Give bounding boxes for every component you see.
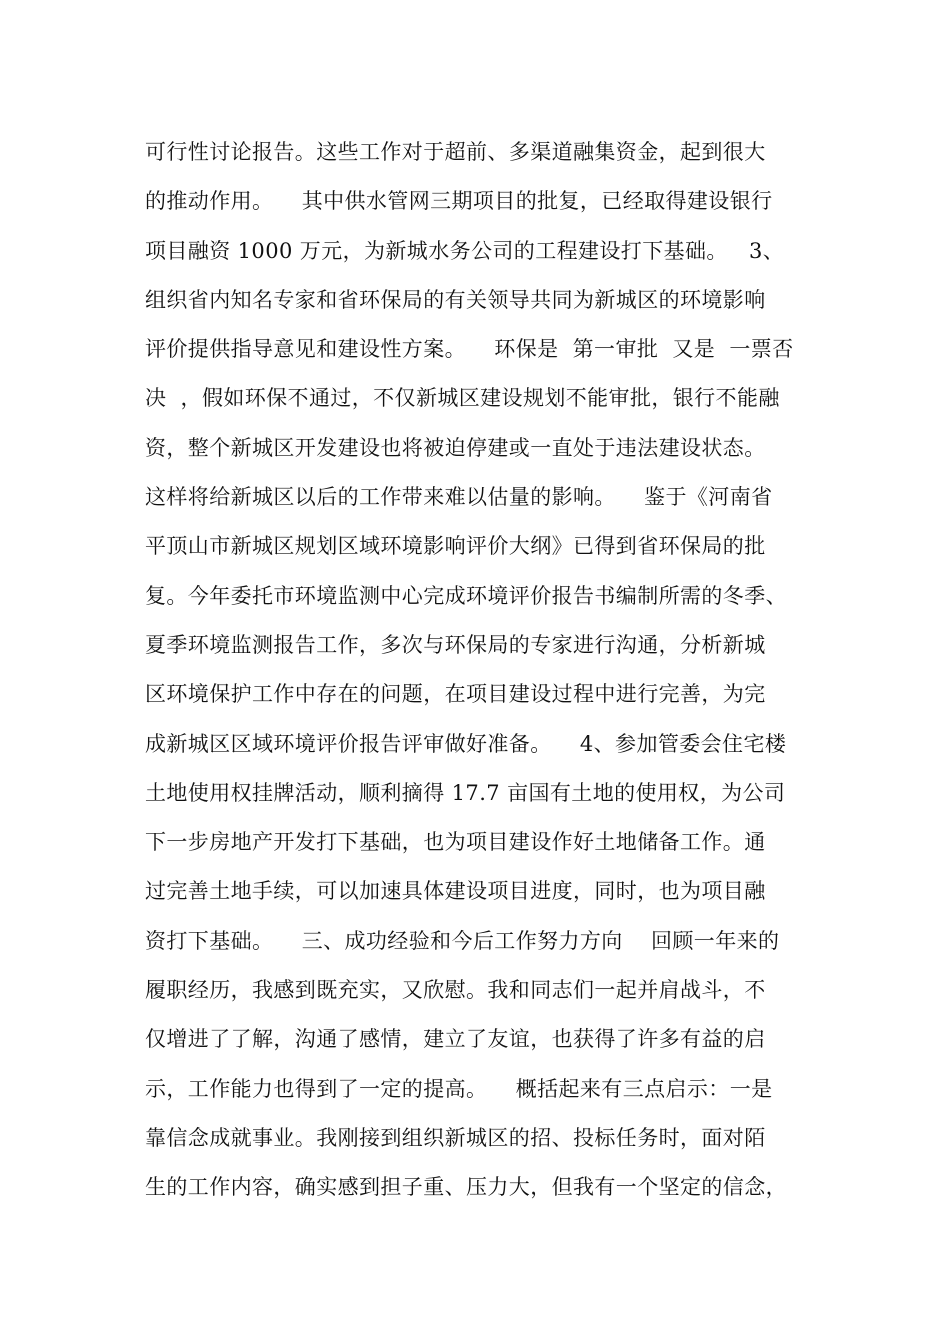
text-line: 过完善土地手续，可以加速具体建设项目进度，同时，也为项目融 — [145, 879, 766, 904]
text-line: 示，工作能力也得到了一定的提高。 概括起来有三点启示：一是 — [145, 1076, 773, 1101]
text-line: 组织省内知名专家和省环保局的有关领导共同为新城区的环境影响 — [145, 287, 766, 312]
text-line: 仅增进了了解，沟通了感情，建立了友谊，也获得了许多有益的启 — [145, 1027, 766, 1052]
text-line: 平顶山市新城区规划区域环境影响评价大纲》已得到省环保局的批 — [145, 534, 766, 559]
body-text — [145, 128, 815, 1213]
text-line: 成新城区区域环境评价报告评审做好准备。 4、参加管委会住宅楼 — [145, 731, 787, 756]
text-line: 项目融资 1000 万元，为新城水务公司的工程建设打下基础。 3、 — [145, 238, 785, 263]
text-line: 这样将给新城区以后的工作带来难以估量的影响。 鉴于《河南省 — [145, 485, 773, 510]
text-line: 生的工作内容，确实感到担子重、压力大，但我有一个坚定的信念， — [145, 1175, 787, 1200]
text-line: 可行性讨论报告。这些工作对于超前、多渠道融集资金，起到很大 — [145, 140, 766, 164]
text-line: 复。今年委托市环境监测中心完成环境评价报告书编制所需的冬季、 — [145, 583, 787, 608]
text-line: 下一步房地产开发打下基础，也为项目建设作好土地储备工作。通 — [145, 830, 766, 855]
text-line: 的推动作用。 其中供水管网三期项目的批复，已经取得建设银行 — [145, 189, 773, 214]
text-line: 夏季环境监测报告工作，多次与环保局的专家进行沟通，分析新城 — [145, 632, 766, 657]
text-line: 土地使用权挂牌活动，顺利摘得 17.7 亩国有土地的使用权，为公司 — [145, 780, 786, 805]
text-line: 靠信念成就事业。我刚接到组织新城区的招、投标任务时，面对陌 — [145, 1125, 766, 1150]
text-line: 评价提供指导意见和建设性方案。 环保是 第一审批 又是 一票否 — [145, 337, 794, 362]
text-line: 决 ，假如环保不通过，不仅新城区建设规划不能审批，银行不能融 — [145, 386, 780, 411]
text-line: 履职经历，我感到既充实，又欣慰。我和同志们一起并肩战斗，不 — [145, 978, 766, 1003]
text-line: 资打下基础。 三、成功经验和今后工作努力方向 回顾一年来的 — [145, 928, 780, 953]
text-line: 区环境保护工作中存在的问题，在项目建设过程中进行完善，为完 — [145, 682, 766, 707]
text-line: 资，整个新城区开发建设也将被迫停建或一直处于违法建设状态。 — [145, 435, 766, 460]
